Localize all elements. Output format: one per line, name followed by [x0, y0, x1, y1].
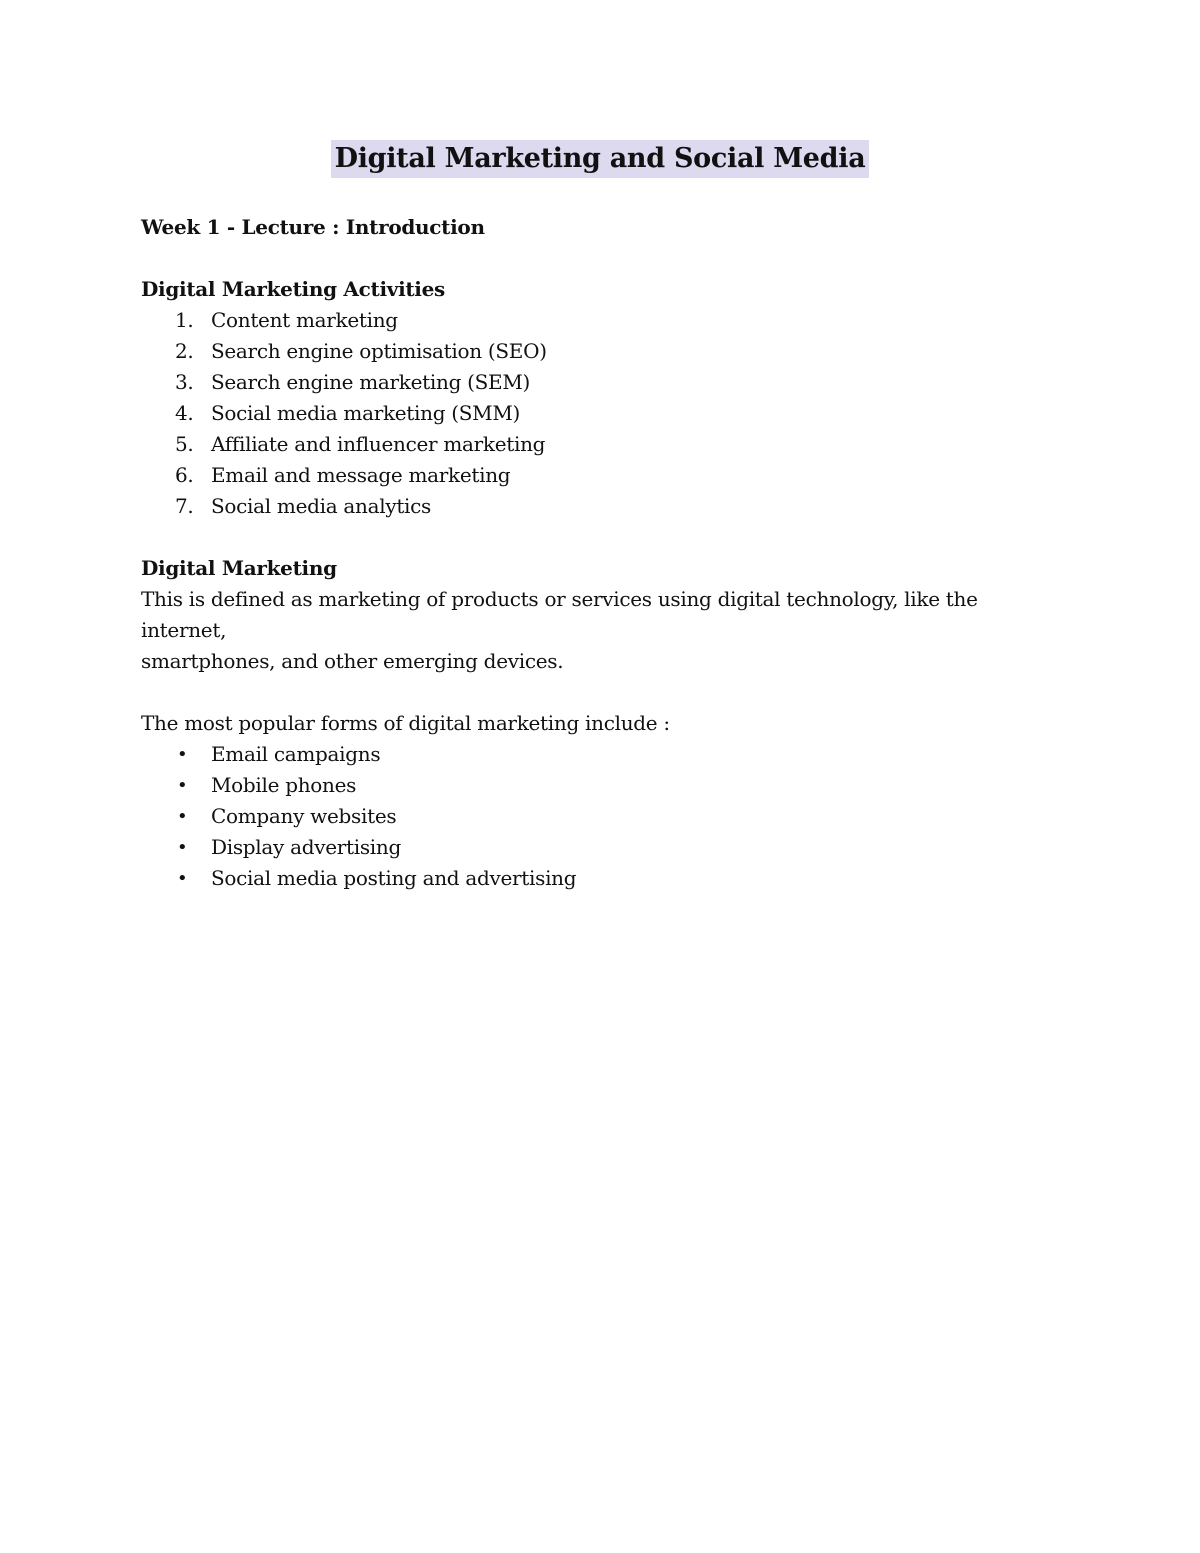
list-item	[141, 739, 1061, 770]
forms-intro: The most popular forms of digital marketing include :	[141, 711, 670, 735]
list-item	[141, 863, 1061, 894]
list-item	[141, 398, 1061, 429]
list-item	[141, 429, 1061, 460]
list-item	[141, 460, 1061, 491]
bullet-icon: •	[177, 775, 188, 796]
list-item	[141, 832, 1061, 863]
definition-heading: Digital Marketing	[141, 556, 337, 580]
list-number: 3.	[175, 370, 194, 394]
list-item-text: Email campaigns	[211, 742, 381, 766]
list-number: 1.	[175, 308, 194, 332]
forms-list	[141, 739, 1061, 894]
bullet-icon: •	[177, 868, 188, 889]
list-item	[141, 336, 1061, 367]
list-item-text: Content marketing	[211, 308, 398, 332]
bullet-icon: •	[177, 744, 188, 765]
list-number: 2.	[175, 339, 194, 363]
list-item-text: Affiliate and influencer marketing	[211, 432, 546, 456]
document-title: Digital Marketing and Social Media	[331, 140, 870, 178]
title-container	[0, 140, 1200, 178]
spacer	[141, 677, 1061, 708]
list-item-text: Social media analytics	[211, 494, 432, 518]
definition-line-1: This is defined as marketing of products or services using digital technology, like the internet,	[141, 587, 978, 642]
spacer	[141, 243, 1061, 274]
list-item	[141, 305, 1061, 336]
list-number: 6.	[175, 463, 194, 487]
list-item	[141, 491, 1061, 522]
list-item-text: Display advertising	[211, 835, 401, 859]
definition-line-2: smartphones, and other emerging devices.	[141, 649, 564, 673]
week-heading: Week 1 - Lecture : Introduction	[141, 215, 485, 239]
list-item	[141, 367, 1061, 398]
list-item	[141, 801, 1061, 832]
bullet-icon: •	[177, 837, 188, 858]
list-number: 5.	[175, 432, 194, 456]
activities-list	[141, 305, 1061, 522]
list-item-text: Social media marketing (SMM)	[211, 401, 521, 425]
bullet-icon: •	[177, 806, 188, 827]
spacer	[141, 522, 1061, 553]
document-body	[141, 212, 1061, 894]
list-item-text: Search engine marketing (SEM)	[211, 370, 531, 394]
list-item	[141, 770, 1061, 801]
list-item-text: Email and message marketing	[211, 463, 511, 487]
list-item-text: Search engine optimisation (SEO)	[211, 339, 547, 363]
list-number: 7.	[175, 494, 194, 518]
list-item-text: Social media posting and advertising	[211, 866, 577, 890]
list-item-text: Company websites	[211, 804, 397, 828]
activities-heading: Digital Marketing Activities	[141, 277, 445, 301]
list-number: 4.	[175, 401, 194, 425]
list-item-text: Mobile phones	[211, 773, 357, 797]
